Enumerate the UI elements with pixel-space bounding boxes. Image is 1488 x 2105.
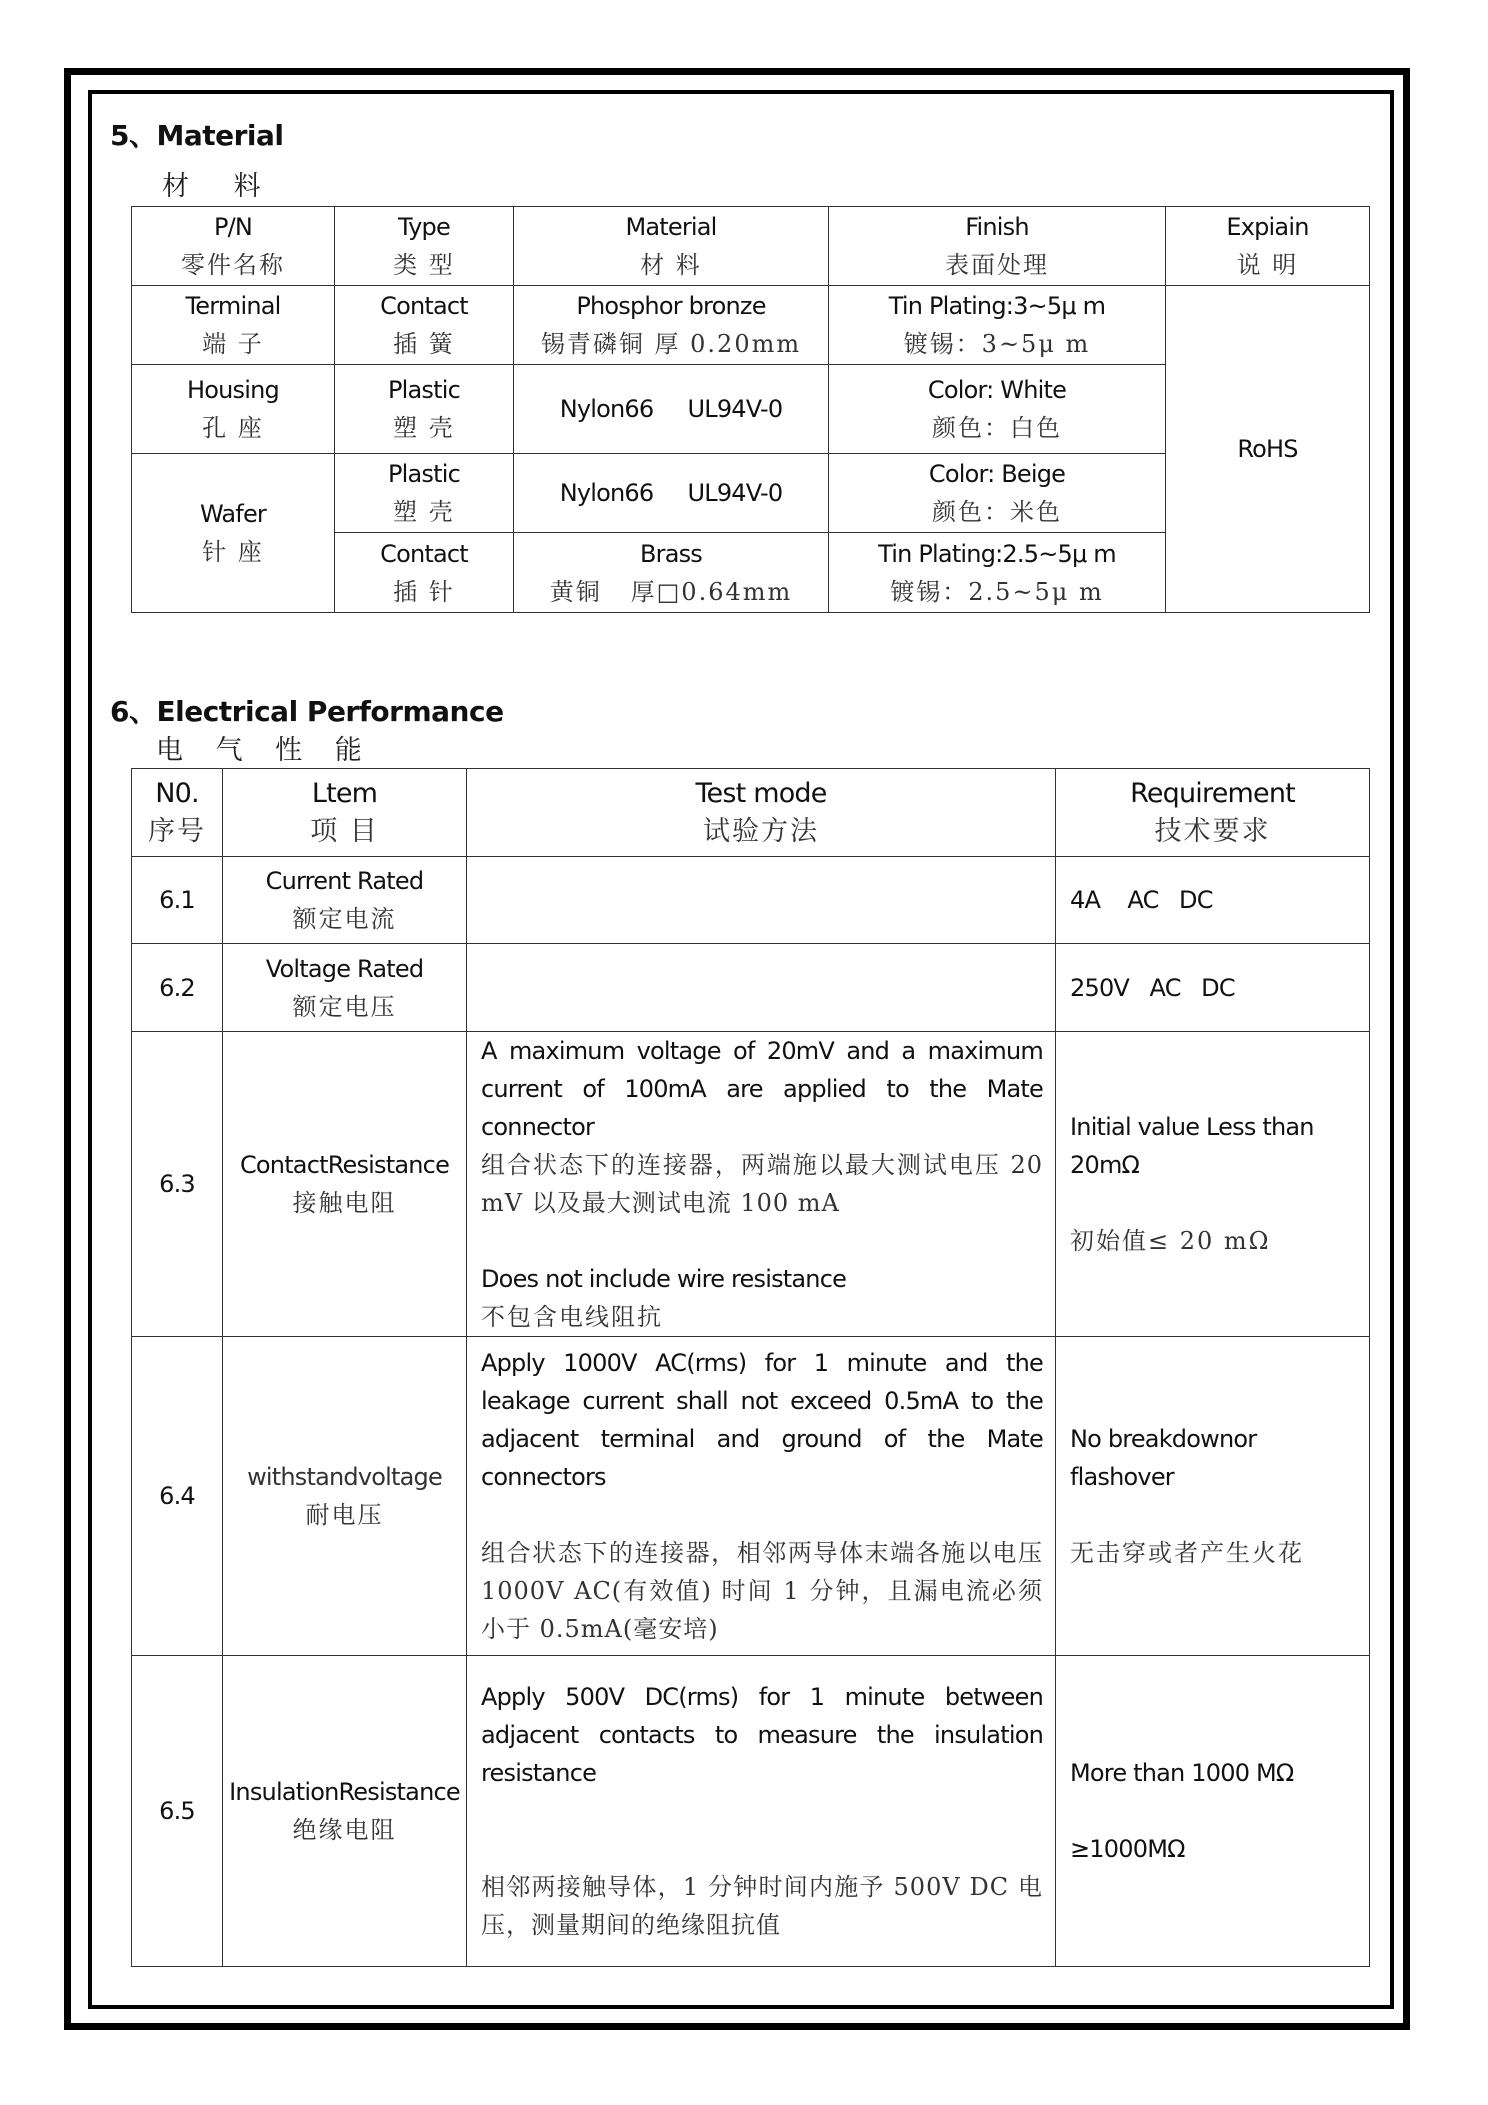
header-explain: Expiain 说 明 — [1166, 207, 1370, 286]
electrical-performance-table — [131, 768, 1370, 1967]
row-requirement: No breakdownor flashover 无击穿或者产生火花 — [1056, 1337, 1370, 1656]
material-header-row — [132, 207, 1370, 286]
wafer-plastic-material: Nylon66 UL94V-0 — [514, 454, 829, 533]
row-number: 6.3 — [132, 1032, 223, 1337]
header-test-mode: Test mode 试验方法 — [467, 769, 1056, 857]
row-number: 6.1 — [132, 857, 223, 944]
row-test-mode: Apply 500V DC(rms) for 1 minute between adjacent contacts to measure the insulation resistance 相邻两接触导体，1 分钟时间内施予 500V DC 电压，测量期间的绝缘阻抗值 — [467, 1656, 1056, 1967]
housing-type: Plastic 塑 壳 — [335, 365, 514, 454]
header-requirement: Requirement 技术要求 — [1056, 769, 1370, 857]
table-row — [132, 857, 1370, 944]
row-requirement: Initial value Less than 20mΩ 初始值≤ 20 mΩ — [1056, 1032, 1370, 1337]
electrical-header-row — [132, 769, 1370, 857]
housing-material: Nylon66 UL94V-0 — [514, 365, 829, 454]
wafer-contact-finish: Tin Plating:2.5~5μ m 镀锡：2.5~5μ m — [829, 533, 1166, 613]
row-test-mode: Apply 1000V AC(rms) for 1 minute and the leakage current shall not exceed 0.5mA to the adjacent terminal and ground of the Mate connectors 组合状态下的连接器，相邻两导体末端各施以电压 1000V AC(有效值) 时间 1 分钟，且漏电流必须小于 0.5mA(毫安培) — [467, 1337, 1056, 1656]
row-requirement: 250V AC DC — [1056, 944, 1370, 1032]
row-test-mode — [467, 944, 1056, 1032]
header-material: Material 材 料 — [514, 207, 829, 286]
terminal-finish: Tin Plating:3~5μ m 镀锡：3~5μ m — [829, 286, 1166, 365]
row-item: Voltage Rated 额定电压 — [223, 944, 467, 1032]
row-number: 6.4 — [132, 1337, 223, 1656]
table-row — [132, 944, 1370, 1032]
housing-finish: Color: White 颜色：白色 — [829, 365, 1166, 454]
header-type: Type 类 型 — [335, 207, 514, 286]
terminal-pn: Terminal 端 子 — [132, 286, 335, 365]
table-row — [132, 1656, 1370, 1967]
wafer-plastic-finish: Color: Beige 颜色：米色 — [829, 454, 1166, 533]
wafer-plastic-type: Plastic 塑 壳 — [335, 454, 514, 533]
wafer-pn: Wafer 针 座 — [132, 454, 335, 613]
material-table — [131, 206, 1370, 613]
section-6-subtitle: 电 气 性 能 — [156, 735, 374, 766]
row-test-mode: A maximum voltage of 20mV and a maximum current of 100mA are applied to the Mate connector 组合状态下的连接器，两端施以最大测试电压 20 mV 以及最大测试电流 100 mA Does not include wire resistance 不包含电线阻抗 — [467, 1032, 1056, 1337]
row-requirement: 4A AC DC — [1056, 857, 1370, 944]
header-item: Ltem 项 目 — [223, 769, 467, 857]
section-5-subtitle: 材 料 — [162, 171, 279, 202]
wafer-contact-material: Brass 黄铜 厚□0.64mm — [514, 533, 829, 613]
terminal-material: Phosphor bronze 锡青磷铜 厚 0.20mm — [514, 286, 829, 365]
row-item: Current Rated 额定电流 — [223, 857, 467, 944]
row-number: 6.2 — [132, 944, 223, 1032]
section-6-title: 6、Electrical Performance — [110, 695, 504, 728]
row-requirement: More than 1000 MΩ ≥1000MΩ — [1056, 1656, 1370, 1967]
header-pn: P/N 零件名称 — [132, 207, 335, 286]
row-test-mode — [467, 857, 1056, 944]
material-row-terminal — [132, 286, 1370, 365]
row-item: withstandvoltage 耐电压 — [223, 1337, 467, 1656]
row-item: InsulationResistance 绝缘电阻 — [223, 1656, 467, 1967]
table-row — [132, 1337, 1370, 1656]
table-row — [132, 1032, 1370, 1337]
section-5-title: 5、Material — [110, 119, 284, 152]
row-number: 6.5 — [132, 1656, 223, 1967]
explain-rohs: RoHS — [1166, 286, 1370, 613]
housing-pn: Housing 孔 座 — [132, 365, 335, 454]
terminal-type: Contact 插 簧 — [335, 286, 514, 365]
row-item: ContactResistance 接触电阻 — [223, 1032, 467, 1337]
wafer-contact-type: Contact 插 针 — [335, 533, 514, 613]
header-no: N0. 序号 — [132, 769, 223, 857]
header-finish: Finish 表面处理 — [829, 207, 1166, 286]
